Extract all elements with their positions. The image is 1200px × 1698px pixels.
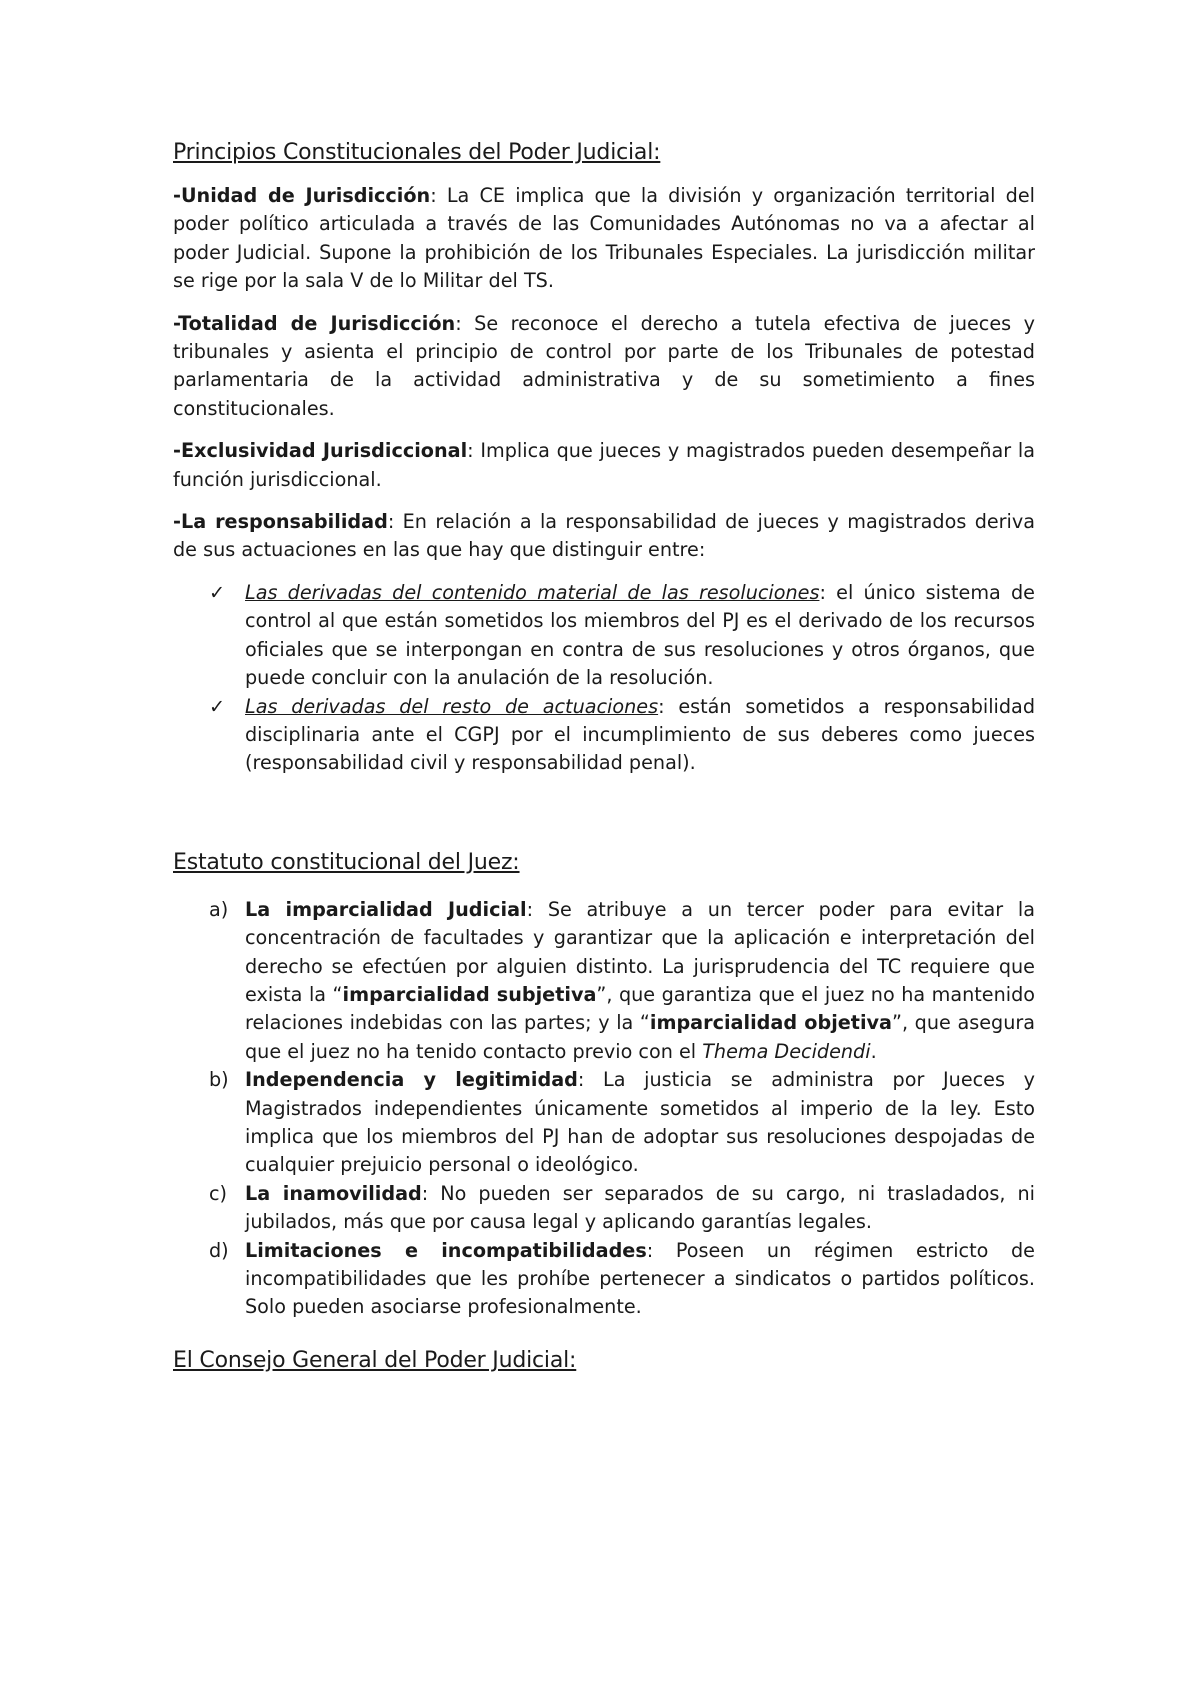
list-item-term: Las derivadas del resto de actuaciones xyxy=(245,694,659,718)
list-item-term: La imparcialidad Judicial xyxy=(245,897,527,921)
section-spacer xyxy=(173,778,1035,848)
list-item-text: : Poseen un régimen estricto de incompatibilidades que les prohíbe pertenecer a sindicatos o partidos políticos. Solo pueden asociarse profesionalmente. xyxy=(245,1238,1035,1319)
list-marker: c) xyxy=(209,1181,228,1205)
paragraph-unidad xyxy=(173,182,1035,296)
term-responsabilidad: -La responsabilidad xyxy=(173,510,388,534)
list-marker: d) xyxy=(209,1238,229,1262)
list-item-text: : el único sistema de control al que están sometidos los miembros del PJ es el derivado de los recursos oficiales que se interpongan en contra de sus resoluciones y otros órganos, que puede concluir con la anulación de la resolución. xyxy=(245,580,1035,690)
list-item-term: La inamovilidad xyxy=(245,1181,422,1205)
term-thema-decidendi: Thema Decidendi xyxy=(702,1039,871,1063)
text-exclusividad: : Implica que jueces y magistrados pueden desempeñar la función jurisdiccional. xyxy=(173,439,1035,491)
list-item-text: . xyxy=(870,1039,877,1063)
list-item-text: : Se atribuye a un tercer poder para evitar la concentración de facultades y garantizar que la aplicación e interpretación del derecho se efectúen por alguien distinto. La jurisprudencia del TC requiere que exista la “ xyxy=(245,897,1035,1006)
list-item-text: ”, que garantiza que el juez no ha mantenido relaciones indebidas con las partes; y la “ xyxy=(245,982,1035,1035)
text-responsabilidad: : En relación a la responsabilidad de jueces y magistrados deriva de sus actuaciones en las que hay que distinguir entre: xyxy=(173,510,1036,562)
term-totalidad: -Totalidad de Jurisdicción xyxy=(173,311,456,335)
list-item-text: ”, que asegura que el juez no ha tenido contacto previo con el xyxy=(245,1011,1036,1063)
list-item-term: Independencia y legitimidad xyxy=(245,1068,578,1092)
text-totalidad: : Se reconoce el derecho a tutela efectiva de jueces y tribunales y asienta el principio de control por parte de los Tribunales de potestad parlamentaria de la actividad administrativa y de su sometimiento a fines constitucionales. xyxy=(173,311,1035,420)
document-page xyxy=(173,138,1035,1376)
list-marker: a) xyxy=(209,897,229,921)
text-unidad: : La CE implica que la división y organización territorial del poder político articulada a través de las Comunidades Autónomas no va a afectar al poder Judicial. Supone la prohibición de los Tribunales Especiales. La jurisdicción militar se rige por la sala V de lo Militar del TS. xyxy=(173,184,1035,293)
list-item xyxy=(173,693,1035,778)
list-item-text: : La justicia se administra por Jueces y Magistrados independientes únicamente sometidos al imperio de la ley. Esto implica que los miembros del PJ han de adoptar sus resoluciones despojadas de cualquier prejuicio personal o ideológico. xyxy=(245,1068,1035,1177)
term-imparcialidad-subjetiva: imparcialidad subjetiva xyxy=(342,982,597,1006)
term-exclusividad: -Exclusividad Jurisdiccional xyxy=(173,439,468,463)
list-item xyxy=(173,1180,1035,1237)
list-item xyxy=(173,579,1035,693)
paragraph-exclusividad xyxy=(173,437,1035,494)
section-heading-estatuto: Estatuto constitucional del Juez: xyxy=(173,849,520,875)
paragraph-totalidad xyxy=(173,310,1035,424)
list-item xyxy=(173,1066,1035,1180)
list-marker: b) xyxy=(209,1068,229,1092)
section-heading-consejo: El Consejo General del Poder Judicial: xyxy=(173,1347,577,1373)
term-unidad: -Unidad de Jurisdicción xyxy=(173,184,431,207)
lettered-list xyxy=(173,896,1035,1322)
checkmark-icon: ✓ xyxy=(209,694,226,718)
list-item-term: Las derivadas del contenido material de las resoluciones xyxy=(245,580,820,604)
list-item-text: : están sometidos a responsabilidad disciplinaria ante el CGPJ por el incumplimiento de sus deberes como jueces (responsabilidad civil y responsabilidad penal). xyxy=(245,694,1035,775)
checkmark-list xyxy=(173,579,1035,778)
checkmark-icon: ✓ xyxy=(209,580,226,604)
list-item xyxy=(173,1237,1035,1322)
paragraph-responsabilidad xyxy=(173,508,1035,565)
list-item xyxy=(173,896,1035,1066)
list-item-text: : No pueden ser separados de su cargo, ni trasladados, ni jubilados, más que por causa legal y aplicando garantías legales. xyxy=(245,1181,1035,1234)
section-heading-principios: Principios Constitucionales del Poder Judicial: xyxy=(173,140,661,165)
list-item-term: Limitaciones e incompatibilidades xyxy=(245,1238,647,1262)
term-imparcialidad-objetiva: imparcialidad objetiva xyxy=(649,1011,892,1035)
